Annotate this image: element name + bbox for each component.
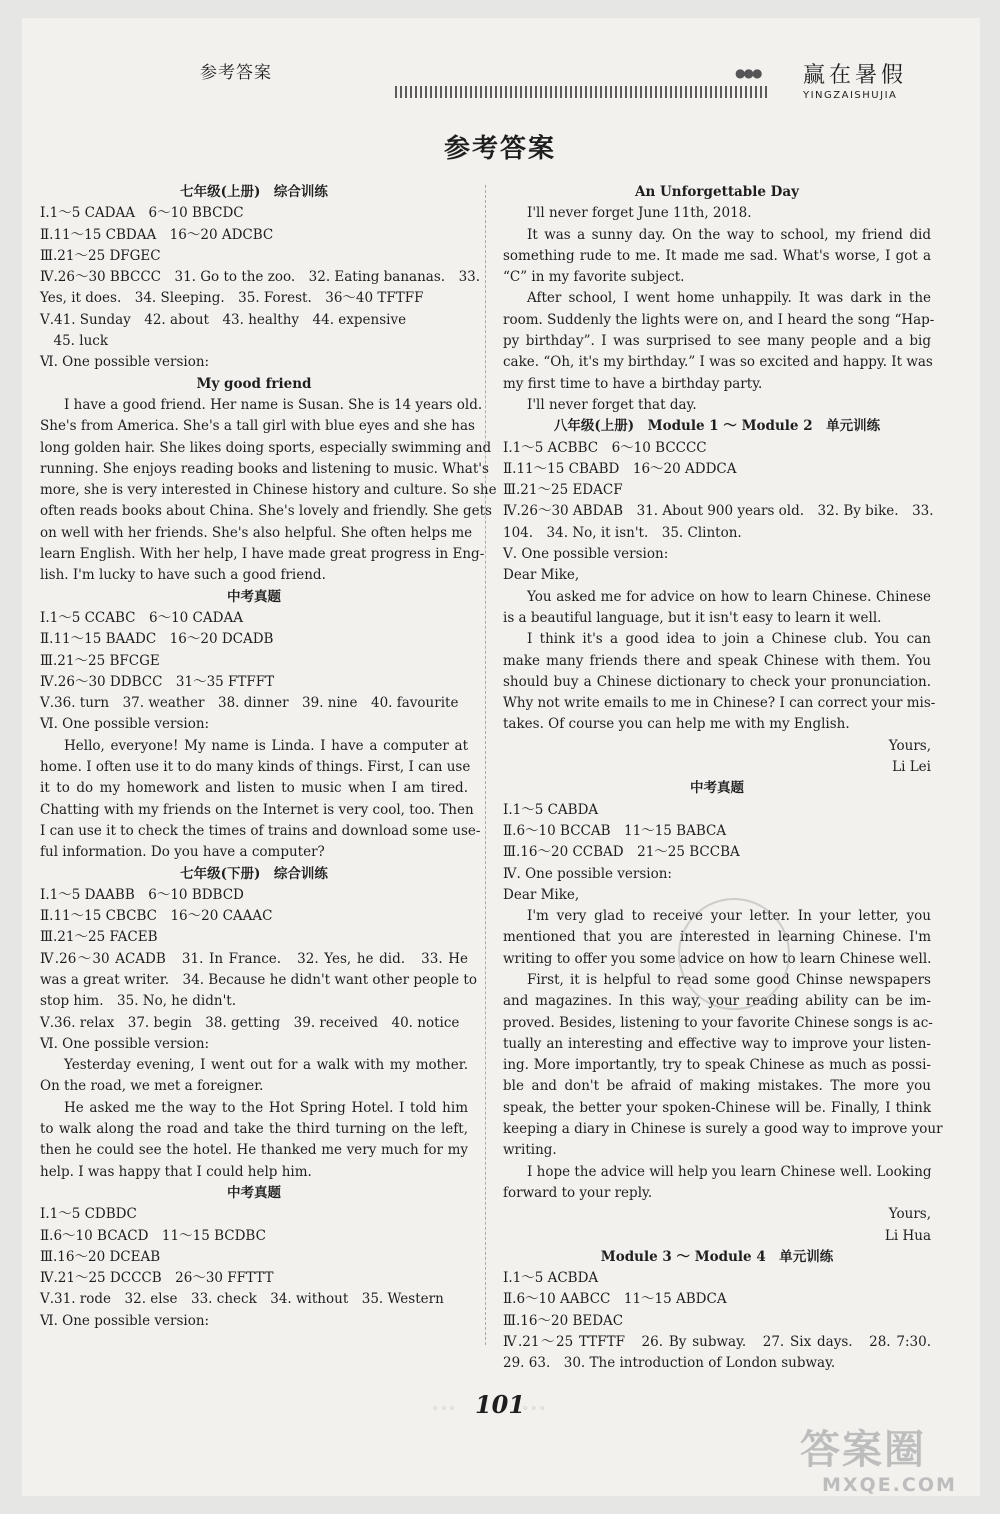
text-line: forward to your reply. <box>503 1184 653 1201</box>
text-line: I think it's a good idea to join a Chinese club. You can <box>527 631 931 648</box>
right-column <box>503 182 943 1375</box>
text-line: First, it is helpful to read some good Chinse newspapers <box>527 971 931 988</box>
text-line: Ⅱ.11～15 CBDAA 16～20 ADCBC <box>40 226 274 243</box>
text-line: was a great writer. 34. Because he didn't want other people to <box>40 971 477 988</box>
left-column <box>40 182 497 1332</box>
text-line: Ⅳ.26～30 ABDAB 31. About 900 years old. 32. By bike. 33. <box>503 503 934 520</box>
text-line: 45. luck <box>40 333 109 350</box>
text-line: Yes, it does. 34. Sleeping. 35. Forest. 36～40 TFTFF <box>40 290 424 307</box>
text-line: cake. “Oh, it's my birthday.” I was so excited and happy. It was <box>503 354 933 371</box>
text-line: home. I often use it to do many kinds of things. First, I can use <box>40 759 471 776</box>
text-line: ful information. Do you have a computer? <box>40 844 325 861</box>
text-line: An Unforgettable Day <box>635 184 799 200</box>
text-line: 八年级(上册) Module 1 ～ Module 2 单元训练 <box>553 418 881 435</box>
text-line: After school, I went home unhappily. It was dark in the <box>527 290 931 307</box>
text-line: I'll never forget that day. <box>527 396 697 413</box>
text-line: Ⅴ.41. Sunday 42. about 43. healthy 44. expensive <box>40 311 407 328</box>
text-line: Ⅵ. One possible version: <box>40 354 210 371</box>
text-line: 七年级(下册) 综合训练 <box>180 865 328 882</box>
text-line: Ⅰ.1～5 ACBDA <box>503 1270 599 1287</box>
text-line: On the road, we met a foreigner. <box>40 1078 264 1095</box>
text-line: something rude to me. It made me sad. What's worse, I got a <box>503 247 931 264</box>
text-line: long golden hair. She likes doing sports, especially swimming and <box>40 439 492 456</box>
text-line: 29. 63. 30. The introduction of London subway. <box>503 1355 836 1372</box>
text-line: Ⅲ.16～20 DCEAB <box>40 1248 161 1265</box>
text-line: help. I was happy that I could help him. <box>40 1163 312 1180</box>
text-line: Ⅳ.21～25 TTFTF 26. By subway. 27. Six days. 28. 7:30. <box>503 1334 931 1351</box>
text-line: Ⅵ. One possible version: <box>40 716 210 733</box>
stamp-seal <box>678 898 790 1010</box>
text-line: I hope the advice will help you learn Chinese well. Looking <box>527 1163 932 1180</box>
text-line: Ⅳ.26～30 BBCCC 31. Go to the zoo. 32. Eating bananas. 33. <box>40 269 481 286</box>
text-line: Yours, <box>888 1206 931 1223</box>
text-line: 中考真题 <box>690 780 744 797</box>
text-line: Ⅰ.1～5 CCABC 6～10 CADAA <box>40 609 243 626</box>
text-line: learn English. With her help, I have made great progress in Eng- <box>40 546 485 563</box>
text-line: room. Suddenly the lights were on, and I heard the song “Hap- <box>503 311 935 328</box>
text-line: Ⅱ.6～10 AABCC 11～15 ABDCA <box>503 1291 727 1308</box>
text-line: is a beautiful language, but it isn't easy to learn it well. <box>503 609 882 626</box>
text-line: Ⅰ.1～5 CDBDC <box>40 1206 137 1223</box>
text-line: 104. 34. No, it isn't. 35. Clinton. <box>503 524 742 541</box>
watermark-url: MXQE.COM <box>822 1474 957 1496</box>
header-left-label: 参考答案 <box>200 63 272 83</box>
text-line: Why not write emails to me in Chinese? I can correct your mis- <box>503 695 936 712</box>
text-line: proved. Besides, listening to your favorite Chinese songs is ac- <box>503 1014 933 1031</box>
text-line: Ⅲ.16～20 BEDAC <box>503 1312 624 1329</box>
text-line: I'm very glad to receive your letter. In your letter, you <box>527 908 931 925</box>
text-line: Yesterday evening, I went out for a walk with my mother. <box>64 1057 468 1074</box>
text-line: Ⅳ. One possible version: <box>503 865 672 882</box>
page-title: 参考答案 <box>443 134 556 164</box>
text-line: running. She enjoys reading books and listening to music. What's <box>40 460 489 477</box>
text-line: Ⅳ.26～30 DDBCC 31～35 FTFFT <box>40 673 275 690</box>
text-line: 中考真题 <box>227 1184 281 1201</box>
text-line: He asked me the way to the Hot Spring Hotel. I told him <box>64 1099 468 1116</box>
text-line: keeping a diary in Chinese is surely a good way to improve your <box>503 1121 943 1138</box>
text-line: You asked me for advice on how to learn Chinese. Chinese <box>527 588 931 605</box>
brand-pinyin: YINGZAISHUJIA <box>803 90 898 101</box>
text-line: Dear Mike, <box>503 886 580 903</box>
text-line: often reads books about China. She's lovely and friendly. She gets <box>40 503 492 520</box>
text-line: Ⅵ. One possible version: <box>40 1035 210 1052</box>
text-line: Ⅵ. One possible version: <box>40 1312 210 1329</box>
text-line: and magazines. In this way, your reading ability can be im- <box>503 993 931 1010</box>
text-line: Ⅱ.11～15 BAADC 16～20 DCADB <box>40 631 274 648</box>
text-line: ble and don't be afraid of making mistakes. The more you <box>503 1078 931 1095</box>
text-line: ing. More importantly, try to speak Chinese as much as possi- <box>503 1057 931 1074</box>
text-line: Chatting with my friends on the Internet is very cool, too. Then <box>40 801 474 818</box>
text-line: stop him. 35. No, he didn't. <box>40 993 237 1010</box>
text-line: Ⅲ.21～25 BFCGE <box>40 652 160 669</box>
text-line: make many friends there and speak Chinese with them. You <box>503 652 931 669</box>
page-number-right-decoration: ◦◦◦ <box>522 1402 548 1415</box>
text-line: Ⅱ.6～10 BCACD 11～15 BCDBC <box>40 1227 266 1244</box>
text-line: on well with her friends. She's also helpful. She often helps me <box>40 524 473 541</box>
text-line: writing to offer you some advice on how to learn Chinese well. <box>503 950 932 967</box>
text-line: 中考真题 <box>227 588 281 605</box>
text-line: Li Lei <box>892 759 931 776</box>
text-line: Ⅲ.16～20 CCBAD 21～25 BCCBA <box>503 844 740 861</box>
text-line: Ⅱ.6～10 BCCAB 11～15 BABCA <box>503 822 727 839</box>
text-line: Ⅱ.11～15 CBCBC 16～20 CAAAC <box>40 908 273 925</box>
text-line: more, she is very interested in Chinese history and culture. So she <box>40 482 497 499</box>
brand-title: 赢在暑假 <box>803 63 908 88</box>
text-line: Ⅳ.26～30 ACADB 31. In France. 32. Yes, he did. 33. He <box>40 950 468 967</box>
text-line: Ⅴ.36. relax 37. begin 38. getting 39. received 40. notice <box>40 1014 460 1031</box>
text-line: writing. <box>503 1142 557 1159</box>
header-dotted-bar <box>395 86 770 98</box>
text-line: Ⅰ.1～5 CADAA 6～10 BBCDC <box>40 205 244 222</box>
text-line: Ⅰ.1～5 DAABB 6～10 BDBCD <box>40 886 244 903</box>
page-number: 101 <box>474 1390 526 1419</box>
text-line: Ⅴ. One possible version: <box>503 546 669 563</box>
watermark-logo: 答案圈 <box>800 1427 926 1473</box>
text-line: my first time to have a birthday party. <box>503 375 763 392</box>
text-line: Ⅲ.21～25 DFGEC <box>40 247 161 264</box>
text-line: My good friend <box>196 375 312 392</box>
column-divider <box>485 185 486 1345</box>
text-line: I can use it to check the times of trains and download some use- <box>40 822 481 839</box>
text-line: mentioned that you are interested in learning Chinese. I'm <box>503 929 931 946</box>
text-line: takes. Of course you can help me with my English. <box>503 716 850 733</box>
text-line: Ⅴ.31. rode 32. else 33. check 34. without 35. Western <box>40 1291 444 1308</box>
text-line: to walk along the road and take the third turning on the left, <box>40 1121 468 1138</box>
text-line: Li Hua <box>884 1227 931 1244</box>
text-line: Dear Mike, <box>503 567 580 584</box>
header-dots-decoration: ●●● <box>735 66 761 80</box>
text-line: lish. I'm lucky to have such a good friend. <box>40 567 326 584</box>
text-line: It was a sunny day. On the way to school, my friend did <box>527 226 931 243</box>
text-line: Ⅲ.21～25 FACEB <box>40 929 158 946</box>
text-line: Ⅰ.1～5 CABDA <box>503 801 599 818</box>
text-line: “C” in my favorite subject. <box>503 269 685 286</box>
text-line: then he could see the hotel. He thanked me very much for my <box>40 1142 468 1159</box>
text-line: Ⅲ.21～25 EDACF <box>503 482 623 499</box>
text-line: Module 3 ～ Module 4 单元训练 <box>600 1248 834 1265</box>
text-line: Ⅳ.21～25 DCCCB 26～30 FFTTT <box>40 1270 274 1287</box>
text-line: Hello, everyone! My name is Linda. I have a computer at <box>64 737 468 754</box>
text-line: tually an interesting and effective way to improve your listen- <box>503 1035 931 1052</box>
page-number-left-decoration: ◦◦◦ <box>432 1402 458 1415</box>
text-line: 七年级(上册) 综合训练 <box>180 184 328 200</box>
text-line: Ⅰ.1～5 ACBBC 6～10 BCCCC <box>503 439 707 456</box>
text-line: I'll never forget June 11th, 2018. <box>527 205 752 222</box>
text-line: She's from America. She's a tall girl with blue eyes and she has <box>40 418 475 435</box>
text-line: Ⅴ.36. turn 37. weather 38. dinner 39. nine 40. favourite <box>40 695 459 712</box>
text-line: Ⅱ.11～15 CBABD 16～20 ADDCA <box>503 460 737 477</box>
text-line: it to do my homework and listen to music when I am tired. <box>40 780 468 797</box>
text-line: should buy a Chinese dictionary to check your pronunciation. <box>503 673 931 690</box>
text-line: I have a good friend. Her name is Susan. She is 14 years old. <box>64 396 483 413</box>
text-line: py birthday”. I was surprised to see many people and a big <box>503 333 931 350</box>
text-line: Yours, <box>888 737 931 754</box>
text-line: speak, the better your spoken-Chinese will be. Finally, I think <box>503 1099 931 1116</box>
